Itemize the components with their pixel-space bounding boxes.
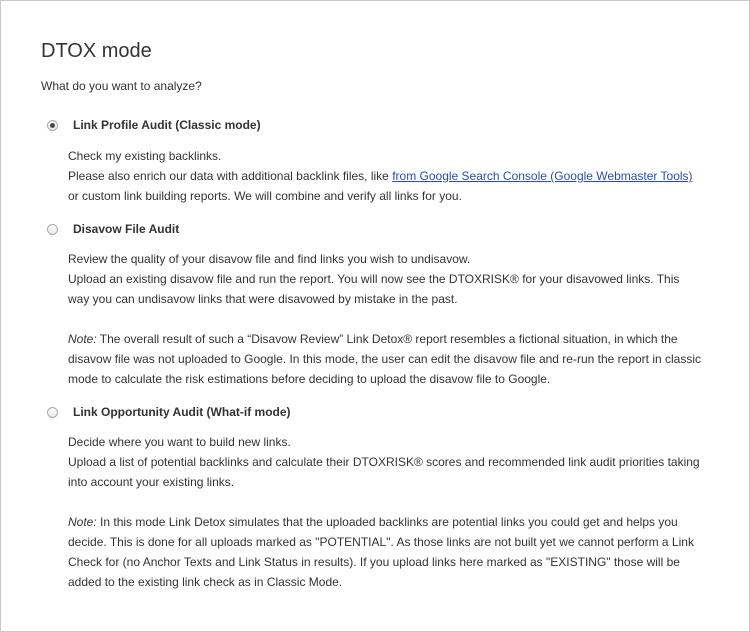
desc-line-text: Please also enrich our data with additional backlink files, like <box>68 169 393 183</box>
desc-line: Review the quality of your disavow file and find links you wish to undisavow. <box>68 252 471 266</box>
radio-link-opportunity-audit[interactable] <box>47 407 58 418</box>
note-text: The overall result of such a “Disavow Review” Link Detox® report resembles a fictional situation, in which the <box>96 332 678 346</box>
option-description <box>68 249 721 389</box>
option-description <box>68 432 721 592</box>
note-line: disavow file was not uploaded to Google. In this mode, the user can edit the disavow file and re-run the report in classic <box>68 352 702 366</box>
desc-line: Upload a list of potential backlinks and calculate their DTOXRISK® scores and recommended link audit priorities taking <box>68 455 700 469</box>
page-title: DTOX mode <box>41 40 152 62</box>
desc-line: Decide where you want to build new links. <box>68 435 291 449</box>
note-line: added to the existing link check as in Classic Mode. <box>68 575 343 589</box>
option-label: Link Opportunity Audit (What-if mode) <box>73 405 291 419</box>
spacer <box>68 309 721 329</box>
option-label: Disavow File Audit <box>73 222 180 236</box>
note-line: decide. This is done for all uploads marked as "POTENTIAL". As those links are not built yet we cannot perform a Link <box>68 535 694 549</box>
note-line: mode to calculate the risk estimations before deciding to upload the disavow file to Google. <box>68 372 551 386</box>
content <box>41 37 721 592</box>
note-line <box>68 329 721 349</box>
option-head[interactable] <box>41 220 721 238</box>
desc-line: Upload an existing disavow file and run the report. You will now see the DTOXRISK® for your disavowed links. This <box>68 272 680 286</box>
note-label: Note: <box>68 515 97 529</box>
desc-line: or custom link building reports. We will combine and verify all links for you. <box>68 189 462 203</box>
note-label: Note: <box>68 332 97 346</box>
option-head[interactable] <box>41 403 721 421</box>
note-line <box>68 512 721 532</box>
desc-line: way you can undisavow links that were disavowed by mistake in the past. <box>68 292 458 306</box>
option-disavow-file-audit <box>41 220 721 389</box>
desc-line: Check my existing backlinks. <box>68 149 222 163</box>
option-description <box>68 146 721 206</box>
radio-link-profile-audit[interactable] <box>47 120 58 131</box>
radio-disavow-file-audit[interactable] <box>47 224 58 235</box>
spacer <box>68 492 721 512</box>
note-text: In this mode Link Detox simulates that the uploaded backlinks are potential links you could get and helps you <box>96 515 678 529</box>
desc-line <box>68 166 721 186</box>
option-link-opportunity-audit <box>41 403 721 592</box>
option-link-profile-audit <box>41 116 721 206</box>
question-text: What do you want to analyze? <box>41 79 202 93</box>
option-head[interactable] <box>41 116 721 134</box>
note-line: Check for (no Anchor Texts and Link Status in results). If you upload links here marked as "EXISTING" those will be <box>68 555 680 569</box>
google-search-console-link[interactable]: from Google Search Console (Google Webmaster Tools) <box>392 169 693 183</box>
desc-line: into account your existing links. <box>68 475 235 489</box>
option-label: Link Profile Audit (Classic mode) <box>73 118 261 132</box>
